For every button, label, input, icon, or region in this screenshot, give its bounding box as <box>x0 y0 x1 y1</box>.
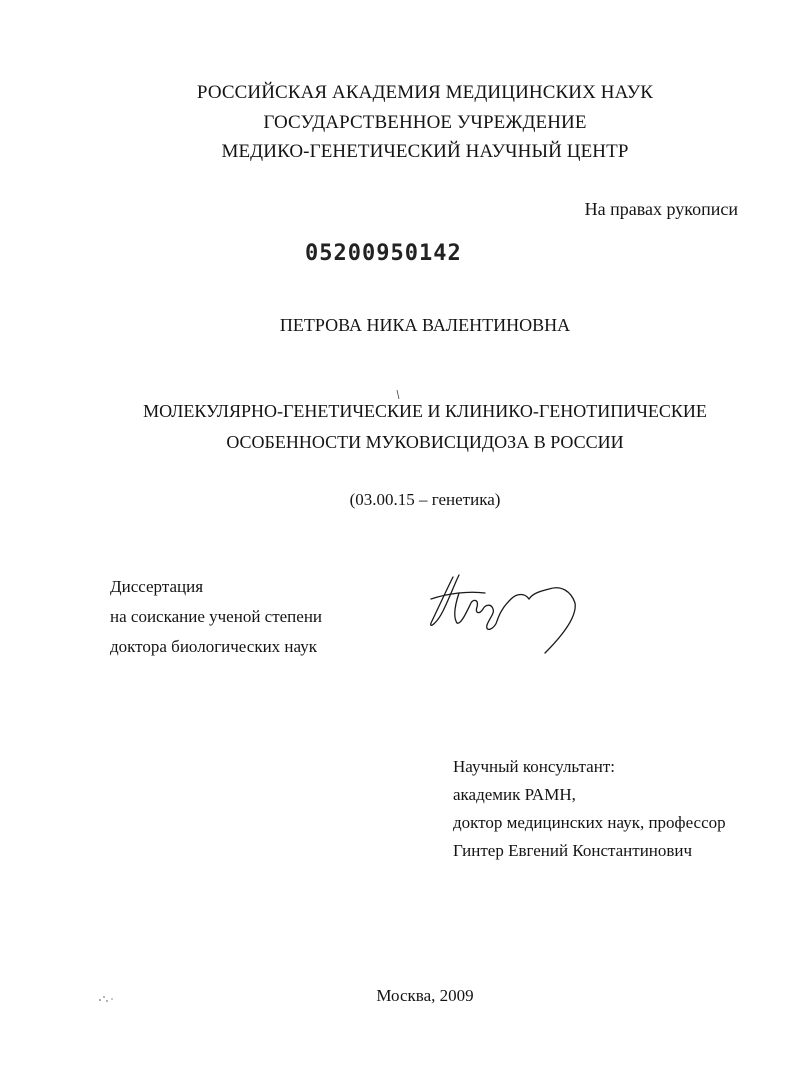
consultant-degree: доктор медицинских наук, профессор <box>453 813 726 832</box>
dissertation-title-line-2: ОСОБЕННОСТИ МУКОВИСЦИДОЗА В РОССИИ <box>226 432 624 452</box>
institution-line-2: ГОСУДАРСТВЕННОЕ УЧРЕЖДЕНИЕ <box>263 112 587 133</box>
stray-mark <box>396 390 400 400</box>
dissertation-title-line-1: МОЛЕКУЛЯРНО-ГЕНЕТИЧЕСКИЕ И КЛИНИКО-ГЕНОТИПИЧЕСКИЕ <box>143 401 707 421</box>
degree-line-1: Диссертация <box>110 577 204 596</box>
place-and-year: Москва, 2009 <box>376 986 474 1005</box>
speciality-code: (03.00.15 – генетика) <box>349 490 501 509</box>
consultant-name: Гинтер Евгений Константинович <box>453 841 693 860</box>
degree-line-3: доктора биологических наук <box>110 637 317 656</box>
registration-number: 05200950142 <box>305 241 462 266</box>
scan-specks <box>98 994 118 1004</box>
handwritten-signature <box>425 563 595 658</box>
manuscript-rights-note: На правах рукописи <box>584 199 738 219</box>
institution-line-3: МЕДИКО-ГЕНЕТИЧЕСКИЙ НАУЧНЫЙ ЦЕНТР <box>221 141 629 162</box>
consultant-label: Научный консультант: <box>453 757 615 776</box>
author-name: ПЕТРОВА НИКА ВАЛЕНТИНОВНА <box>279 315 571 335</box>
degree-line-2: на соискание ученой степени <box>110 607 323 626</box>
consultant-rank: академик РАМН, <box>453 785 576 804</box>
institution-line-1: РОССИЙСКАЯ АКАДЕМИЯ МЕДИЦИНСКИХ НАУК <box>196 82 654 103</box>
